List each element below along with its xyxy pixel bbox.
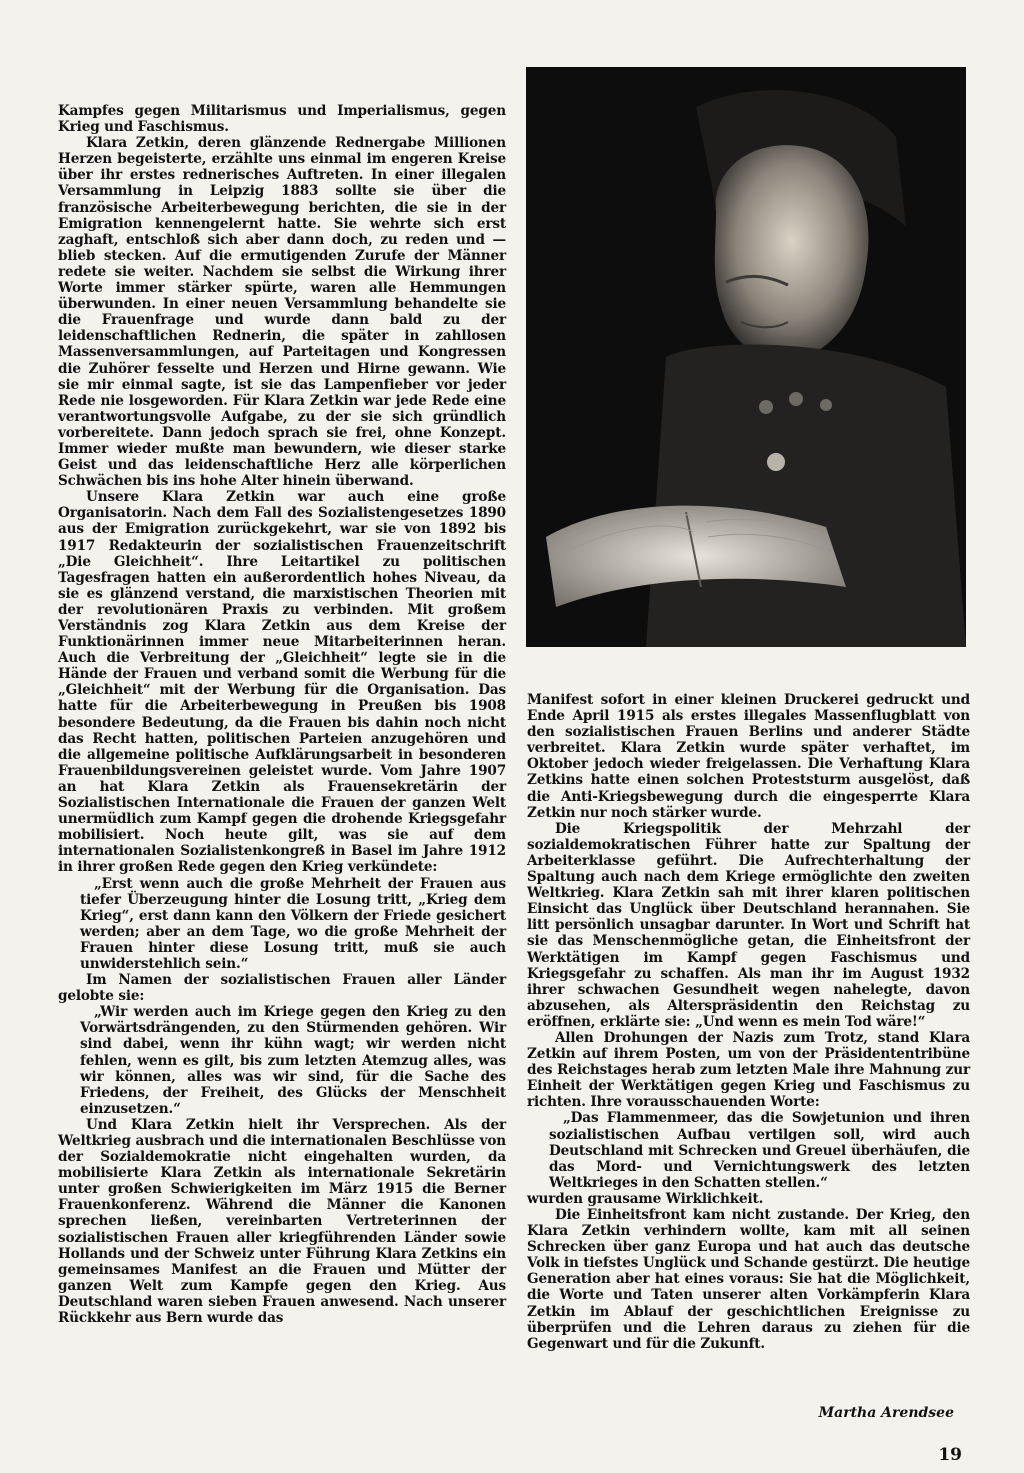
quote-paragraph: „Das Flammenmeer, das die Sowjetunion und ihren sozialistischen Aufbau vertilgen soll, wird auch Deutschland mit Schrecken und Greuel überhäufen, die das Mord- und Vernichtungswerk des letzten Weltkrieges in den Schatten stellen.“ <box>549 1110 970 1191</box>
portrait-illustration <box>526 67 966 647</box>
author-signature: Martha Arendsee <box>818 1405 954 1421</box>
page-number: 19 <box>938 1445 962 1465</box>
paragraph: Im Namen der sozialistischen Frauen aller Länder gelobte sie: <box>58 972 506 1005</box>
paragraph: Unsere Klara Zetkin war auch eine große Organisatorin. Nach dem Fall des Sozialistengesetzes 1890 aus der Emigration zurückgekehrt, war sie von 1892 bis 1917 Redakteurin der sozialistischen Frauenzeitschrift „Die Gleichheit“. Ihre Leitartikel zu politischen Tagesfragen hatten ein außerordentlich hohes Niveau, da sie es glänzend verstand, die marxistischen Theorien mit der revolutionären Praxis zu verbinden. Mit großem Verständnis zog Klara Zetkin aus dem Kreise der Funktionärinnen immer neue Mitarbeiterinnen heran. Auch die Verbreitung der „Gleichheit“ legte sie in die Hände der Frauen und verband somit die Werbung für die „Gleichheit“ mit der Werbung für die Organisation. Das hatte für die Arbeiterbewegung in Preußen bis 1908 besondere Bedeutung, da die Frauen bis dahin noch nicht das Recht hatten, politischen Parteien anzugehören und die allgemeine politische Aufklärungsarbeit in besonderen Frauenbildungsvereinen geleistet wurde. Vom Jahre 1907 an hat Klara Zetkin als Frauensekretärin der Sozialistischen Internationale die Frauen der ganzen Welt unermüdlich zum Kampf gegen die drohende Kriegsgefahr mobilisiert. Noch heute gilt, was sie auf dem internationalen Sozialistenkongreß in Basel im Jahre 1912 in ihrer großen Rede gegen den Krieg verkündete: <box>58 489 506 876</box>
paragraph: Die Einheitsfront kam nicht zustande. Der Krieg, den Klara Zetkin verhindern wollte, kam mit all seinen Schrecken über ganz Europa und hat auch das deutsche Volk in tiefstes Unglück und Schande gestürzt. Die heutige Generation aber hat eines voraus: Sie hat die Möglichkeit, die Worte und Taten unserer alten Vorkämpferin Klara Zetkin im Ablauf der geschichtlichen Ereignisse zu überprüfen und die Lehren daraus zu ziehen für die Gegenwart und für die Zukunft. <box>527 1207 970 1352</box>
quote-paragraph: „Erst wenn auch die große Mehrheit der Frauen aus tiefer Überzeugung hinter die Losung tritt, „Krieg dem Krieg“, erst dann kann den Völkern der Friede gesichert werden; aber an dem Tage, wo die große Mehrheit der Frauen hinter diese Losung tritt, muß sie auch unwiderstehlich sein.“ <box>80 875 506 972</box>
paragraph: Klara Zetkin, deren glänzende Rednergabe Millionen Herzen begeisterte, erzählte uns einmal im engeren Kreise über ihr erstes rednerisches Auftreten. In einer illegalen Versammlung in Leipzig 1883 sollte sie über die französische Arbeiterbewegung berichten, die sie in der Emigration kennengelernt hatte. Sie wehrte sich erst zaghaft, entschloß sich aber dann doch, zu reden und — blieb stecken. Auf die ermutigenden Zurufe der Männer redete sie weiter. Nachdem sie selbst die Wirkung ihrer Worte immer stärker spürte, waren alle Hemmungen überwunden. In einer neuen Versammlung behandelte sie die Frauenfrage und wurde dann bald zu der leidenschaftlichen Rednerin, die später in zahllosen Massenversammlungen, auf Parteitagen und Kongressen die Zuhörer fesselte und Herzen und Hirne gewann. Wie sie mir einmal sagte, ist sie das Lampenfieber vor jeder Rede nie losgeworden. Für Klara Zetkin war jede Rede eine verantwortungsvolle Aufgabe, zu der sie sich gründlich vorbereitete. Dann jedoch sprach sie frei, ohne Konzept. Immer wieder mußte man bewundern, wie dieser starke Geist und das leidenschaftliche Herz alle körperlichen Schwächen bis ins hohe Alter hinein überwand. <box>58 135 506 490</box>
paragraph: Allen Drohungen der Nazis zum Trotz, stand Klara Zetkin auf ihrem Posten, um von der Präsidententribüne des Reichstages herab zum letzten Male ihre Mahnung zur Einheit der Werktätigen gegen Krieg und Faschismus zu richten. Ihre vorausschauenden Worte: <box>527 1029 970 1111</box>
quote-paragraph: „Wir werden auch im Kriege gegen den Krieg zu den Vorwärtsdrängenden, zu den Stürmenden gehören. Wir sind dabei, wenn ihr kühn wagt; wir werden nicht fehlen, wenn es gilt, bis zum letzten Atemzug alles, was wir können, alles was wir sind, für die Sache des Friedens, der Freiheit, des Glücks der Menschheit einzusetzen.“ <box>80 1004 506 1117</box>
paragraph: Und Klara Zetkin hielt ihr Versprechen. Als der Weltkrieg ausbrach und die internationalen Beschlüsse von der Sozialdemokratie nicht eingehalten wurden, da mobilisierte Klara Zetkin als internationale Sekretärin unter großen Schwierigkeiten im März 1915 die Berner Frauenkonferenz. Während die Männer die Kanonen sprechen ließen, vereinbarten Vertreterinnen der sozialistischen Frauen aller kriegführenden Länder sowie Hollands und der Schweiz unter Führung Klara Zetkins ein gemeinsames Manifest an die Frauen und Mütter der ganzen Welt zum Kampfe gegen den Krieg. Aus Deutschland waren sieben Frauen anwesend. Nach unserer Rückkehr aus Bern wurde das <box>58 1116 506 1327</box>
paragraph: Manifest sofort in einer kleinen Druckerei gedruckt und Ende April 1915 als erstes illegales Massenflugblatt von den sozialistischen Frauen Berlins und anderer Städte verbreitet. Klara Zetkin wurde später verhaftet, im Oktober jedoch wieder freigelassen. Die Verhaftung Klara Zetkins hatte einen solchen Proteststurm ausgelöst, daß die Anti-Kriegsbewegung durch die eingesperrte Klara Zetkin nur noch stärker wurde. <box>527 692 970 821</box>
paragraph: Die Kriegspolitik der Mehrzahl der sozialdemokratischen Führer hatte zur Spaltung der Arbeiterklasse geführt. Die Aufrechterhaltung der Spaltung auch nach dem Kriege ermöglichte den zweiten Weltkrieg. Klara Zetkin sah mit ihrer klaren politischen Einsicht das Unglück über Deutschland herannahen. Sie litt persönlich unsagbar darunter. In Wort und Schrift hat sie das Menschenmögliche getan, die Einheitsfront der Werktätigen im Kampf gegen Faschismus und Kriegsgefahr zu schaffen. Als man ihr im August 1932 ihrer schwachen Gesundheit wegen nahelegte, davon abzusehen, als Alterspräsidentin den Reichstag zu eröffnen, erklärte sie: „Und wenn es mein Tod wäre!“ <box>527 820 970 1030</box>
article-column-right <box>527 692 970 1352</box>
paragraph: wurden grausame Wirklichkeit. <box>527 1190 764 1207</box>
paragraph: Kampfes gegen Militarismus und Imperialismus, gegen Krieg und Faschismus. <box>58 103 506 136</box>
article-column-left <box>58 103 506 1326</box>
portrait-photo <box>526 67 966 647</box>
